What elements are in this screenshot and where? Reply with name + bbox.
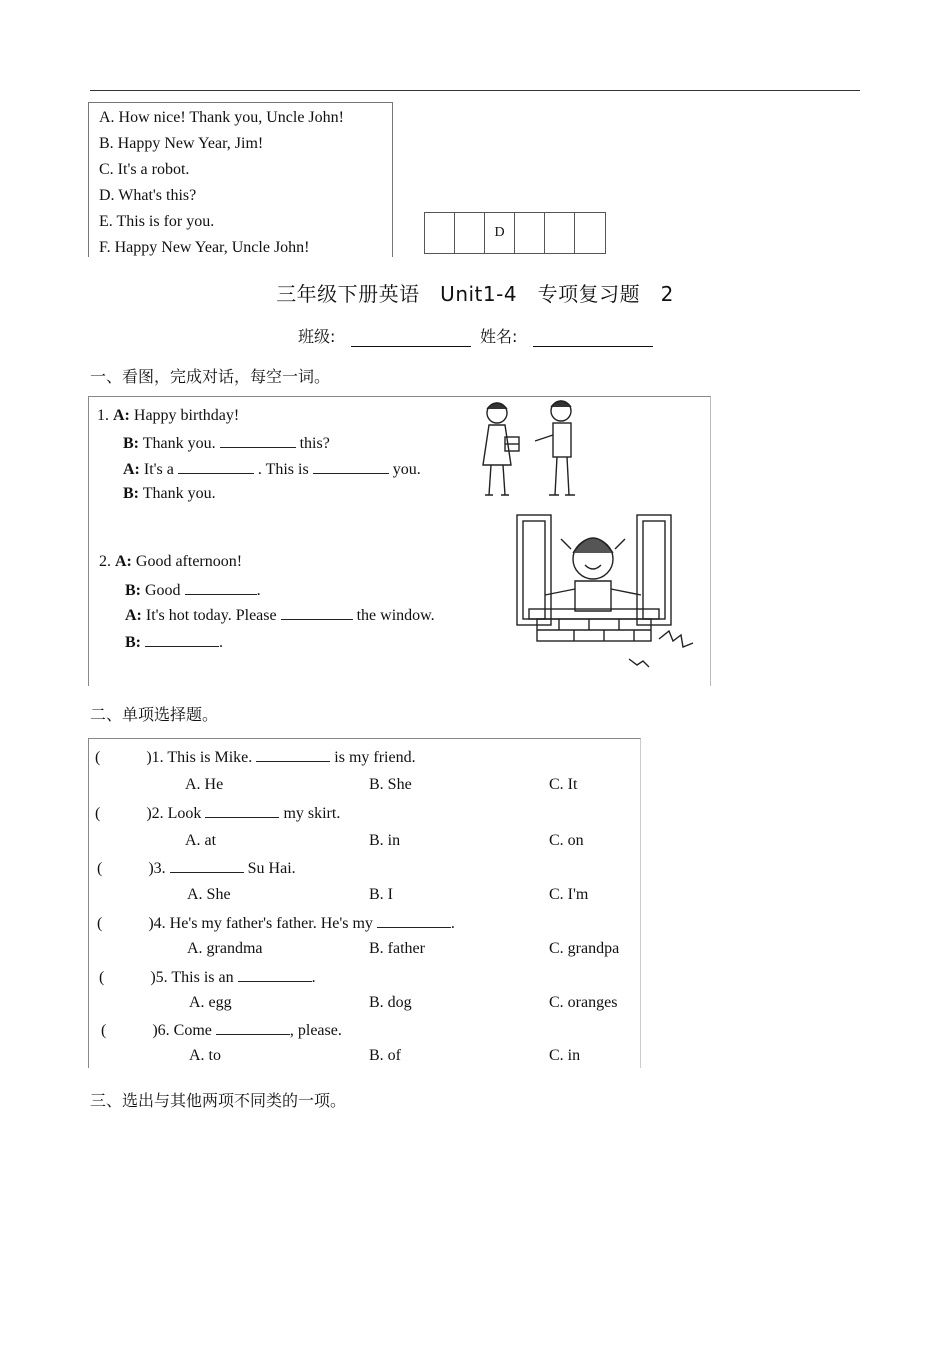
mcq-4-stem: ( )4. He's my father's father. He's my . bbox=[97, 915, 455, 932]
mcq-2-option-c[interactable]: C. on bbox=[549, 832, 584, 849]
q2-line-a1: 2. A: Good afternoon! bbox=[99, 553, 243, 570]
blank[interactable] bbox=[216, 1020, 290, 1035]
name-blank[interactable] bbox=[533, 328, 653, 347]
q1-line-a2: A: It's a . This is you. bbox=[123, 461, 421, 478]
mcq-2-option-b[interactable]: B. in bbox=[369, 832, 401, 849]
mcq-6-option-c[interactable]: C. in bbox=[549, 1047, 581, 1064]
mcq-5-option-c[interactable]: C. oranges bbox=[549, 994, 618, 1011]
mcq-5-option-a[interactable]: A. egg bbox=[189, 994, 232, 1011]
mcq-6-option-a[interactable]: A. to bbox=[189, 1047, 221, 1064]
option-e: E. This is for you. bbox=[99, 213, 215, 230]
answer-cell[interactable] bbox=[575, 213, 605, 253]
mcq-1-option-a[interactable]: A. He bbox=[185, 776, 224, 793]
mcq-6-stem: ( )6. Come , please. bbox=[101, 1022, 342, 1039]
blank[interactable] bbox=[377, 913, 451, 928]
section1-box bbox=[88, 396, 711, 686]
mcq-2-option-a[interactable]: A. at bbox=[185, 832, 217, 849]
blank[interactable] bbox=[238, 967, 312, 982]
section1-heading: 一、看图，完成对话，每空一词。 bbox=[90, 367, 331, 386]
mcq-1-option-b[interactable]: B. She bbox=[369, 776, 412, 793]
q2-line-b2: B: . bbox=[125, 634, 223, 651]
blank[interactable] bbox=[256, 747, 330, 762]
page-title: 三年级下册英语 Unit1-4 专项复习题 2 bbox=[276, 282, 674, 306]
mcq-4-option-a[interactable]: A. grandma bbox=[187, 940, 263, 957]
blank[interactable] bbox=[170, 858, 244, 873]
blank[interactable] bbox=[313, 459, 389, 474]
section2-box bbox=[88, 738, 641, 1068]
option-a: A. How nice! Thank you, Uncle John! bbox=[99, 109, 344, 126]
mcq-3-option-c[interactable]: C. I'm bbox=[549, 886, 589, 903]
name-label: 姓名: bbox=[480, 327, 518, 346]
option-b: B. Happy New Year, Jim! bbox=[99, 135, 264, 152]
mcq-4-option-b[interactable]: B. father bbox=[369, 940, 425, 957]
q1-line-b1: B: Thank you. this? bbox=[123, 435, 330, 452]
mcq-5-stem: ( )5. This is an . bbox=[99, 969, 316, 986]
section3-heading: 三、选出与其他两项不同类的一项。 bbox=[90, 1091, 347, 1110]
option-c: C. It's a robot. bbox=[99, 161, 190, 178]
mcq-3-stem: ( )3. Su Hai. bbox=[97, 860, 296, 877]
birthday-gift-illustration bbox=[469, 397, 589, 507]
q2-line-b1: B: Good . bbox=[125, 582, 261, 599]
blank[interactable] bbox=[205, 803, 279, 818]
answer-grid bbox=[424, 212, 606, 254]
class-field bbox=[298, 324, 471, 347]
answer-cell[interactable]: D bbox=[485, 213, 515, 253]
class-blank[interactable] bbox=[351, 328, 471, 347]
name-field bbox=[480, 324, 653, 347]
blank[interactable] bbox=[220, 433, 296, 448]
option-f: F. Happy New Year, Uncle John! bbox=[99, 239, 310, 256]
options-box bbox=[88, 102, 393, 257]
answer-cell[interactable] bbox=[425, 213, 455, 253]
mcq-5-option-b[interactable]: B. dog bbox=[369, 994, 412, 1011]
mcq-3-option-b[interactable]: B. I bbox=[369, 886, 393, 903]
option-d: D. What's this? bbox=[99, 187, 197, 204]
answer-cell[interactable] bbox=[545, 213, 575, 253]
top-rule bbox=[90, 90, 860, 91]
section2-heading: 二、单项选择题。 bbox=[90, 705, 219, 724]
mcq-1-stem: ( )1. This is Mike. is my friend. bbox=[95, 749, 416, 766]
q2-line-a2: A: It's hot today. Please the window. bbox=[125, 607, 435, 624]
blank[interactable] bbox=[185, 580, 257, 595]
q1-line-a1: 1. A: Happy birthday! bbox=[97, 407, 240, 424]
window-girl-illustration bbox=[509, 509, 705, 685]
mcq-6-option-b[interactable]: B. of bbox=[369, 1047, 401, 1064]
blank[interactable] bbox=[178, 459, 254, 474]
blank[interactable] bbox=[281, 605, 353, 620]
answer-cell[interactable] bbox=[515, 213, 545, 253]
mcq-4-option-c[interactable]: C. grandpa bbox=[549, 940, 620, 957]
q1-line-b2: B: Thank you. bbox=[123, 485, 216, 502]
mcq-3-option-a[interactable]: A. She bbox=[187, 886, 231, 903]
mcq-1-option-c[interactable]: C. It bbox=[549, 776, 578, 793]
answer-cell[interactable] bbox=[455, 213, 485, 253]
blank[interactable] bbox=[145, 632, 219, 647]
mcq-2-stem: ( )2. Look my skirt. bbox=[95, 805, 341, 822]
class-label: 班级: bbox=[298, 327, 336, 346]
